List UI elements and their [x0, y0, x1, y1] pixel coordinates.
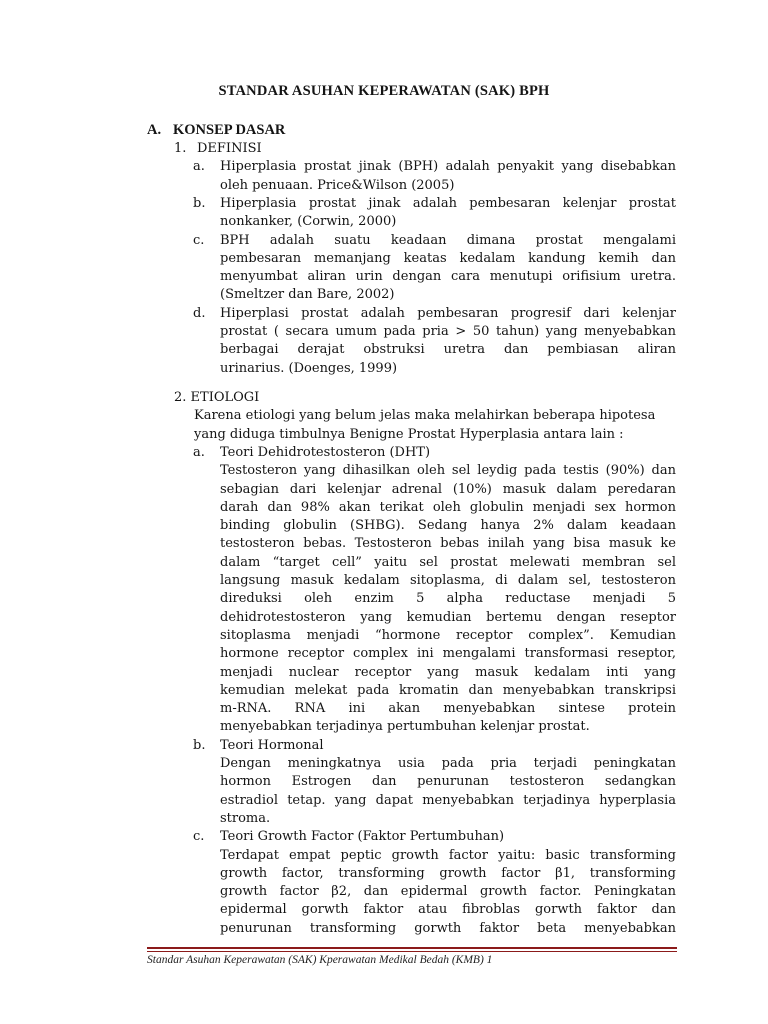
definisi-item-marker: c.: [193, 232, 205, 248]
section-a-marker: A.: [147, 122, 162, 138]
etiologi-item-text: darah dan 98% akan terikat oleh globulin menjadi sex hormon: [220, 499, 676, 515]
etiologi-item-text: menjadi nuclear receptor yang masuk kedalam inti yang: [220, 664, 676, 680]
definisi-item-text: prostat ( secara umum pada pria > 50 tahun) yang menyebabkan: [220, 324, 676, 339]
etiologi-item-text: kemudian melekat pada kromatin dan menyebabkan transkripsi: [220, 682, 676, 698]
etiologi-item-text: Dengan meningkatnya usia pada pria terjadi peningkatan: [220, 756, 676, 771]
etiologi-heading: 2. ETIOLOGI: [174, 390, 260, 405]
definisi-item-text: menyumbat aliran urin dengan cara menutupi orifisium uretra.: [220, 269, 676, 285]
etiologi-item-text: penurunan transforming gorwth faktor beta menyebabkan: [220, 920, 676, 936]
definisi-heading: DEFINISI: [197, 141, 262, 156]
etiologi-item-marker: a.: [193, 444, 205, 460]
definisi-item-text: Hiperplasia prostat jinak adalah pembesaran kelenjar prostat: [220, 195, 676, 211]
etiologi-item-text: dehidrotestosteron yang kemudian bertemu dengan reseptor: [220, 609, 676, 625]
definisi-item-text: (Smeltzer dan Bare, 2002): [220, 287, 395, 303]
etiologi-intro-text: Karena etiologi yang belum jelas maka melahirkan beberapa hipotesa: [194, 408, 656, 424]
etiologi-item-text: Terdapat empat peptic growth factor yaitu: basic transforming: [220, 847, 676, 863]
definisi-item-text: nonkanker, (Corwin, 2000): [220, 214, 397, 230]
definisi-item-text: urinarius. (Doenges, 1999): [220, 360, 398, 376]
etiologi-item-text: Testosteron yang dihasilkan oleh sel leydig pada testis (90%) dan: [220, 463, 676, 479]
etiologi-item-title: Teori Growth Factor (Faktor Pertumbuhan): [220, 829, 505, 845]
etiologi-item-text: langsung masuk kedalam sitoplasma, di dalam sel, testosteron: [220, 573, 676, 588]
definisi-item-text: Hiperplasi prostat adalah pembesaran progresif dari kelenjar: [220, 305, 676, 321]
etiologi-item-text: sebagian dari kelenjar adrenal (10%) masuk dalam peredaran: [220, 481, 676, 497]
etiologi-intro-text: yang diduga timbulnya Benigne Prostat Hyperplasia antara lain :: [194, 426, 624, 442]
page-title: STANDAR ASUHAN KEPERAWATAN (SAK) BPH: [218, 83, 550, 99]
definisi-number: 1.: [174, 141, 187, 156]
section-a-heading: [147, 122, 285, 139]
etiologi-item-text: hormon Estrogen dan penurunan testosteron sedangkan: [220, 774, 676, 790]
etiologi-item-marker: c.: [193, 829, 205, 845]
definisi-item-text: Hiperplasia prostat jinak (BPH) adalah penyakit yang disebabkan: [220, 159, 676, 175]
etiologi-item-text: epidermal gorwth faktor atau fibroblas gorwth faktor dan: [220, 902, 676, 918]
definisi-item-marker: d.: [193, 305, 206, 321]
etiologi-item-text: menyebabkan terjadinya pertumbuhan kelenjar prostat.: [220, 719, 590, 735]
etiologi-item-text: direduksi oleh enzim 5 alpha reductase menjadi 5: [220, 591, 676, 607]
etiologi-item-text: estradiol tetap. yang dapat menyebabkan terjadinya hyperplasia: [220, 792, 676, 808]
etiologi-item-text: binding globulin (SHBG). Sedang hanya 2% dalam keadaan: [220, 518, 676, 534]
etiologi-item-text: hormone receptor complex ini mengalami transformasi reseptor,: [220, 646, 676, 662]
page-footer: Standar Asuhan Keperawatan (SAK) Kperawatan Medikal Bedah (KMB) 1: [147, 954, 493, 966]
definisi-item-text: oleh penuaan. Price&Wilson (2005): [220, 177, 455, 193]
footer-rule: [147, 947, 677, 949]
etiologi-item-text: m-RNA. RNA ini akan menyebabkan sintese protein: [220, 701, 676, 717]
etiologi-item-marker: b.: [193, 737, 206, 753]
footer-rule-thin: [147, 951, 677, 952]
etiologi-item-text: growth factor β2, dan epidermal growth factor. Peningkatan: [220, 884, 676, 900]
etiologi-item-text: stroma.: [220, 810, 271, 826]
etiologi-item-text: testosteron bebas. Testosteron bebas inilah yang bisa masuk ke: [220, 536, 676, 552]
definisi-item-text: berbagai derajat obstruksi uretra dan pembiasan aliran: [220, 342, 676, 358]
etiologi-item-title: Teori Hormonal: [220, 737, 324, 753]
section-a-label: KONSEP DASAR: [173, 122, 286, 138]
etiologi-item-text: growth factor, transforming growth factor β1, transforming: [220, 865, 676, 881]
definisi-item-marker: a.: [193, 159, 205, 175]
definisi-item-text: pembesaran memanjang keatas kedalam kandung kemih dan: [220, 250, 676, 266]
etiologi-item-text: sitoplasma menjadi “hormone receptor complex”. Kemudian: [220, 627, 676, 643]
etiologi-item-title: Teori Dehidrotestosteron (DHT): [220, 444, 431, 460]
definisi-item-text: BPH adalah suatu keadaan dimana prostat mengalami: [220, 232, 676, 248]
etiologi-item-text: dalam “target cell” yaitu sel prostat melewati membran sel: [220, 554, 676, 570]
definisi-item-marker: b.: [193, 195, 206, 211]
